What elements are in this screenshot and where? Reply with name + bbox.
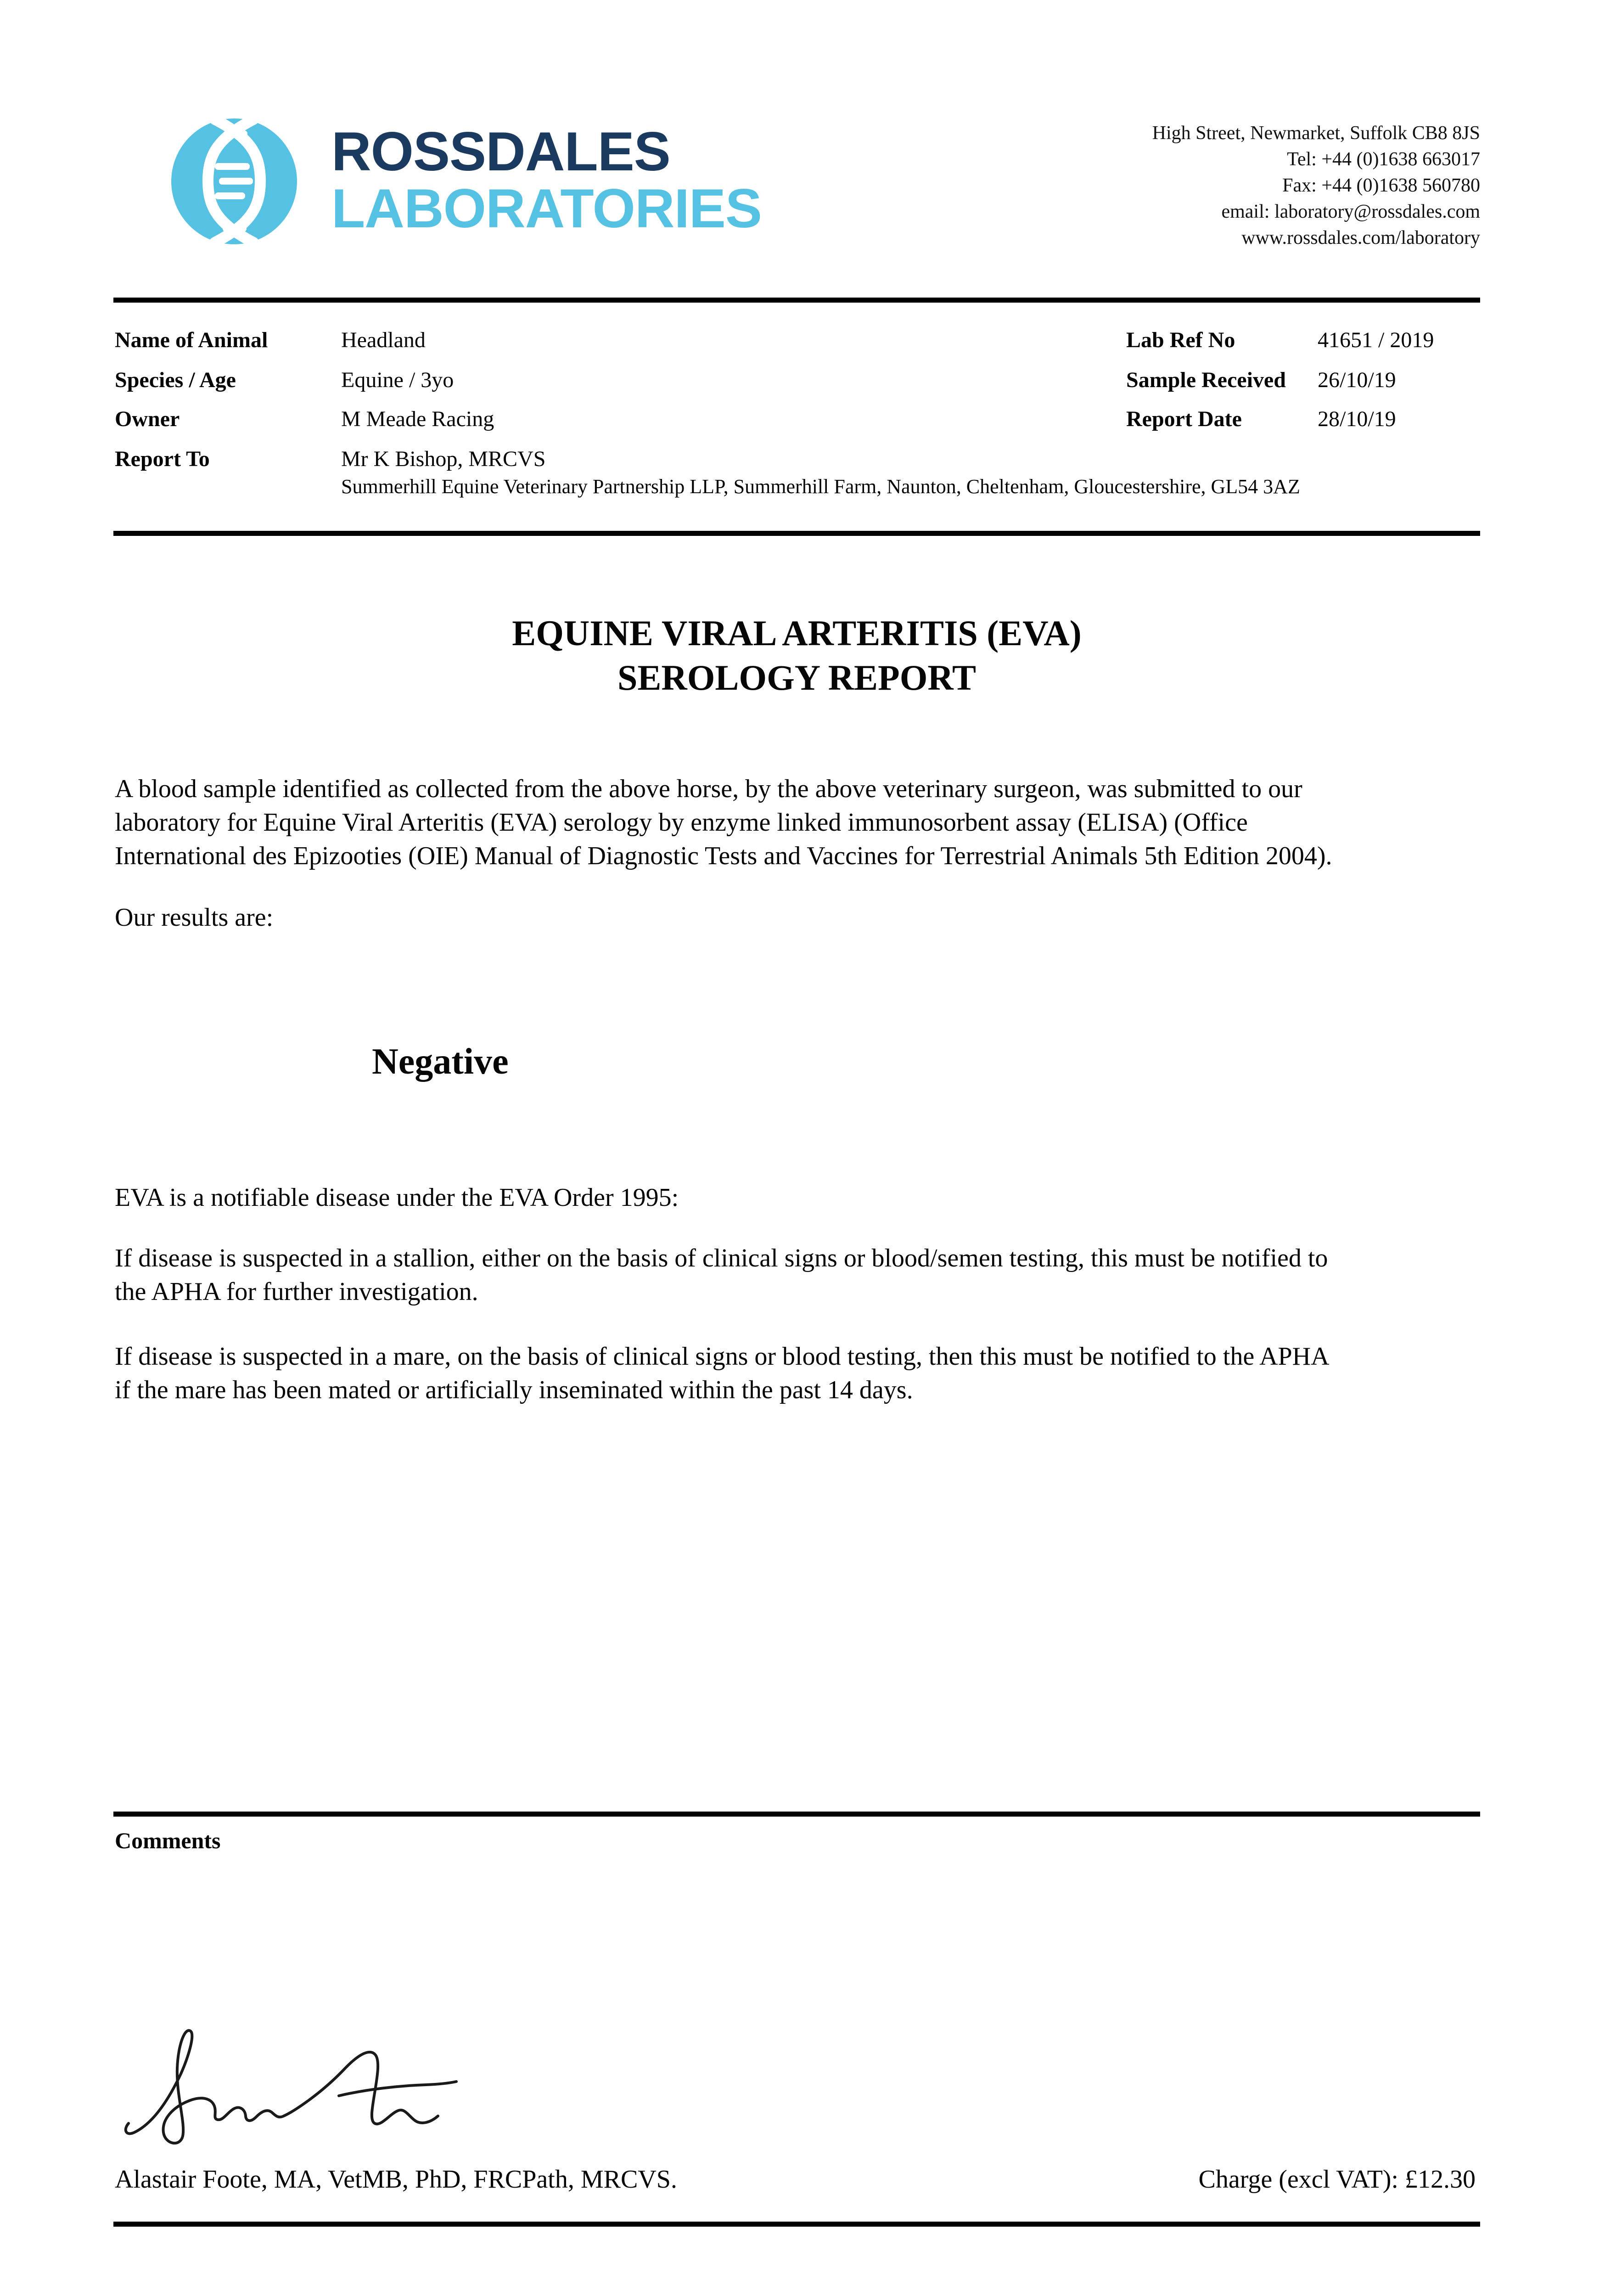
label-name-of-animal: Name of Animal [115, 328, 268, 352]
company-logo-wordmark [331, 123, 762, 237]
value-species-age: Equine / 3yo [341, 368, 454, 392]
signatory-name-line: Alastair Foote, MA, VetMB, PhD, FRCPath, MRCVS. [115, 2165, 677, 2194]
intro-paragraph [115, 772, 1332, 873]
intro-line: laboratory for Equine Viral Arteritis (EVA) serology by enzyme linked immunosorbent assay (ELISA) (Office [115, 808, 1248, 837]
label-report-to: Report To [115, 447, 210, 471]
value-report-date: 28/10/19 [1318, 407, 1396, 431]
signature-handwritten [123, 2026, 472, 2148]
stallion-notice-line: the APHA for further investigation. [115, 1277, 478, 1306]
mare-notice-line: if the mare has been mated or artificially inseminated within the past 14 days. [115, 1376, 913, 1404]
value-report-to-practice-address: Summerhill Equine Veterinary Partnership LLP, Summerhill Farm, Naunton, Cheltenham, Gloucestershire, GL54 3AZ [341, 475, 1300, 498]
label-sample-received: Sample Received [1126, 368, 1286, 392]
results-intro-label: Our results are: [115, 903, 274, 932]
logo-line-rossdales: ROSSDALES [331, 121, 670, 182]
intro-line: A blood sample identified as collected from the above horse, by the above veterinary surgeon, was submitted to our [115, 775, 1302, 803]
dna-helix-logo-icon [168, 116, 301, 251]
address-web-line: www.rossdales.com/laboratory [1241, 227, 1480, 248]
label-lab-ref-no: Lab Ref No [1126, 328, 1235, 352]
value-lab-ref-no: 41651 / 2019 [1318, 328, 1434, 352]
value-sample-received: 26/10/19 [1318, 368, 1396, 392]
mare-notice-line: If disease is suspected in a mare, on the basis of clinical signs or blood testing, then this must be notified to the APHA [115, 1342, 1330, 1371]
value-name-of-animal: Headland [341, 328, 426, 352]
report-title-line2: SEROLOGY REPORT [617, 658, 976, 698]
stallion-notice-line: If disease is suspected in a stallion, either on the basis of clinical signs or blood/semen testing, this must be notified to [115, 1244, 1328, 1272]
header-divider-rule [113, 298, 1480, 303]
charge-amount-line: Charge (excl VAT): £12.30 [1198, 2165, 1476, 2194]
page-bottom-rule [113, 2222, 1480, 2227]
intro-line: International des Epizooties (OIE) Manual of Diagnostic Tests and Vaccines for Terrestrial Animals 5th Edition 2004). [115, 842, 1332, 870]
label-report-date: Report Date [1126, 407, 1242, 431]
comments-heading: Comments [115, 1828, 221, 1853]
address-email-line: email: laboratory@rossdales.com [1221, 201, 1480, 222]
value-report-to-vet: Mr K Bishop, MRCVS [341, 447, 546, 471]
lab-contact-address-block [1152, 120, 1480, 251]
mare-notice-paragraph [115, 1340, 1330, 1407]
address-tel-line: Tel: +44 (0)1638 663017 [1287, 149, 1480, 170]
comments-section-divider-rule [113, 1812, 1480, 1817]
value-owner: M Meade Racing [341, 407, 494, 431]
stallion-notice-paragraph [115, 1242, 1328, 1309]
address-fax-line: Fax: +44 (0)1638 560780 [1282, 175, 1480, 196]
test-result-value: Negative [372, 1041, 509, 1082]
info-table-divider-rule [113, 531, 1480, 536]
report-title-line1: EQUINE VIRAL ARTERITIS (EVA) [512, 613, 1082, 653]
label-species-age: Species / Age [115, 368, 236, 392]
logo-line-laboratories: LABORATORIES [331, 178, 762, 239]
address-street-line: High Street, Newmarket, Suffolk CB8 8JS [1152, 123, 1480, 144]
notifiable-disease-line: EVA is a notifiable disease under the EVA Order 1995: [115, 1183, 679, 1212]
label-owner: Owner [115, 407, 180, 431]
report-title [113, 611, 1480, 700]
